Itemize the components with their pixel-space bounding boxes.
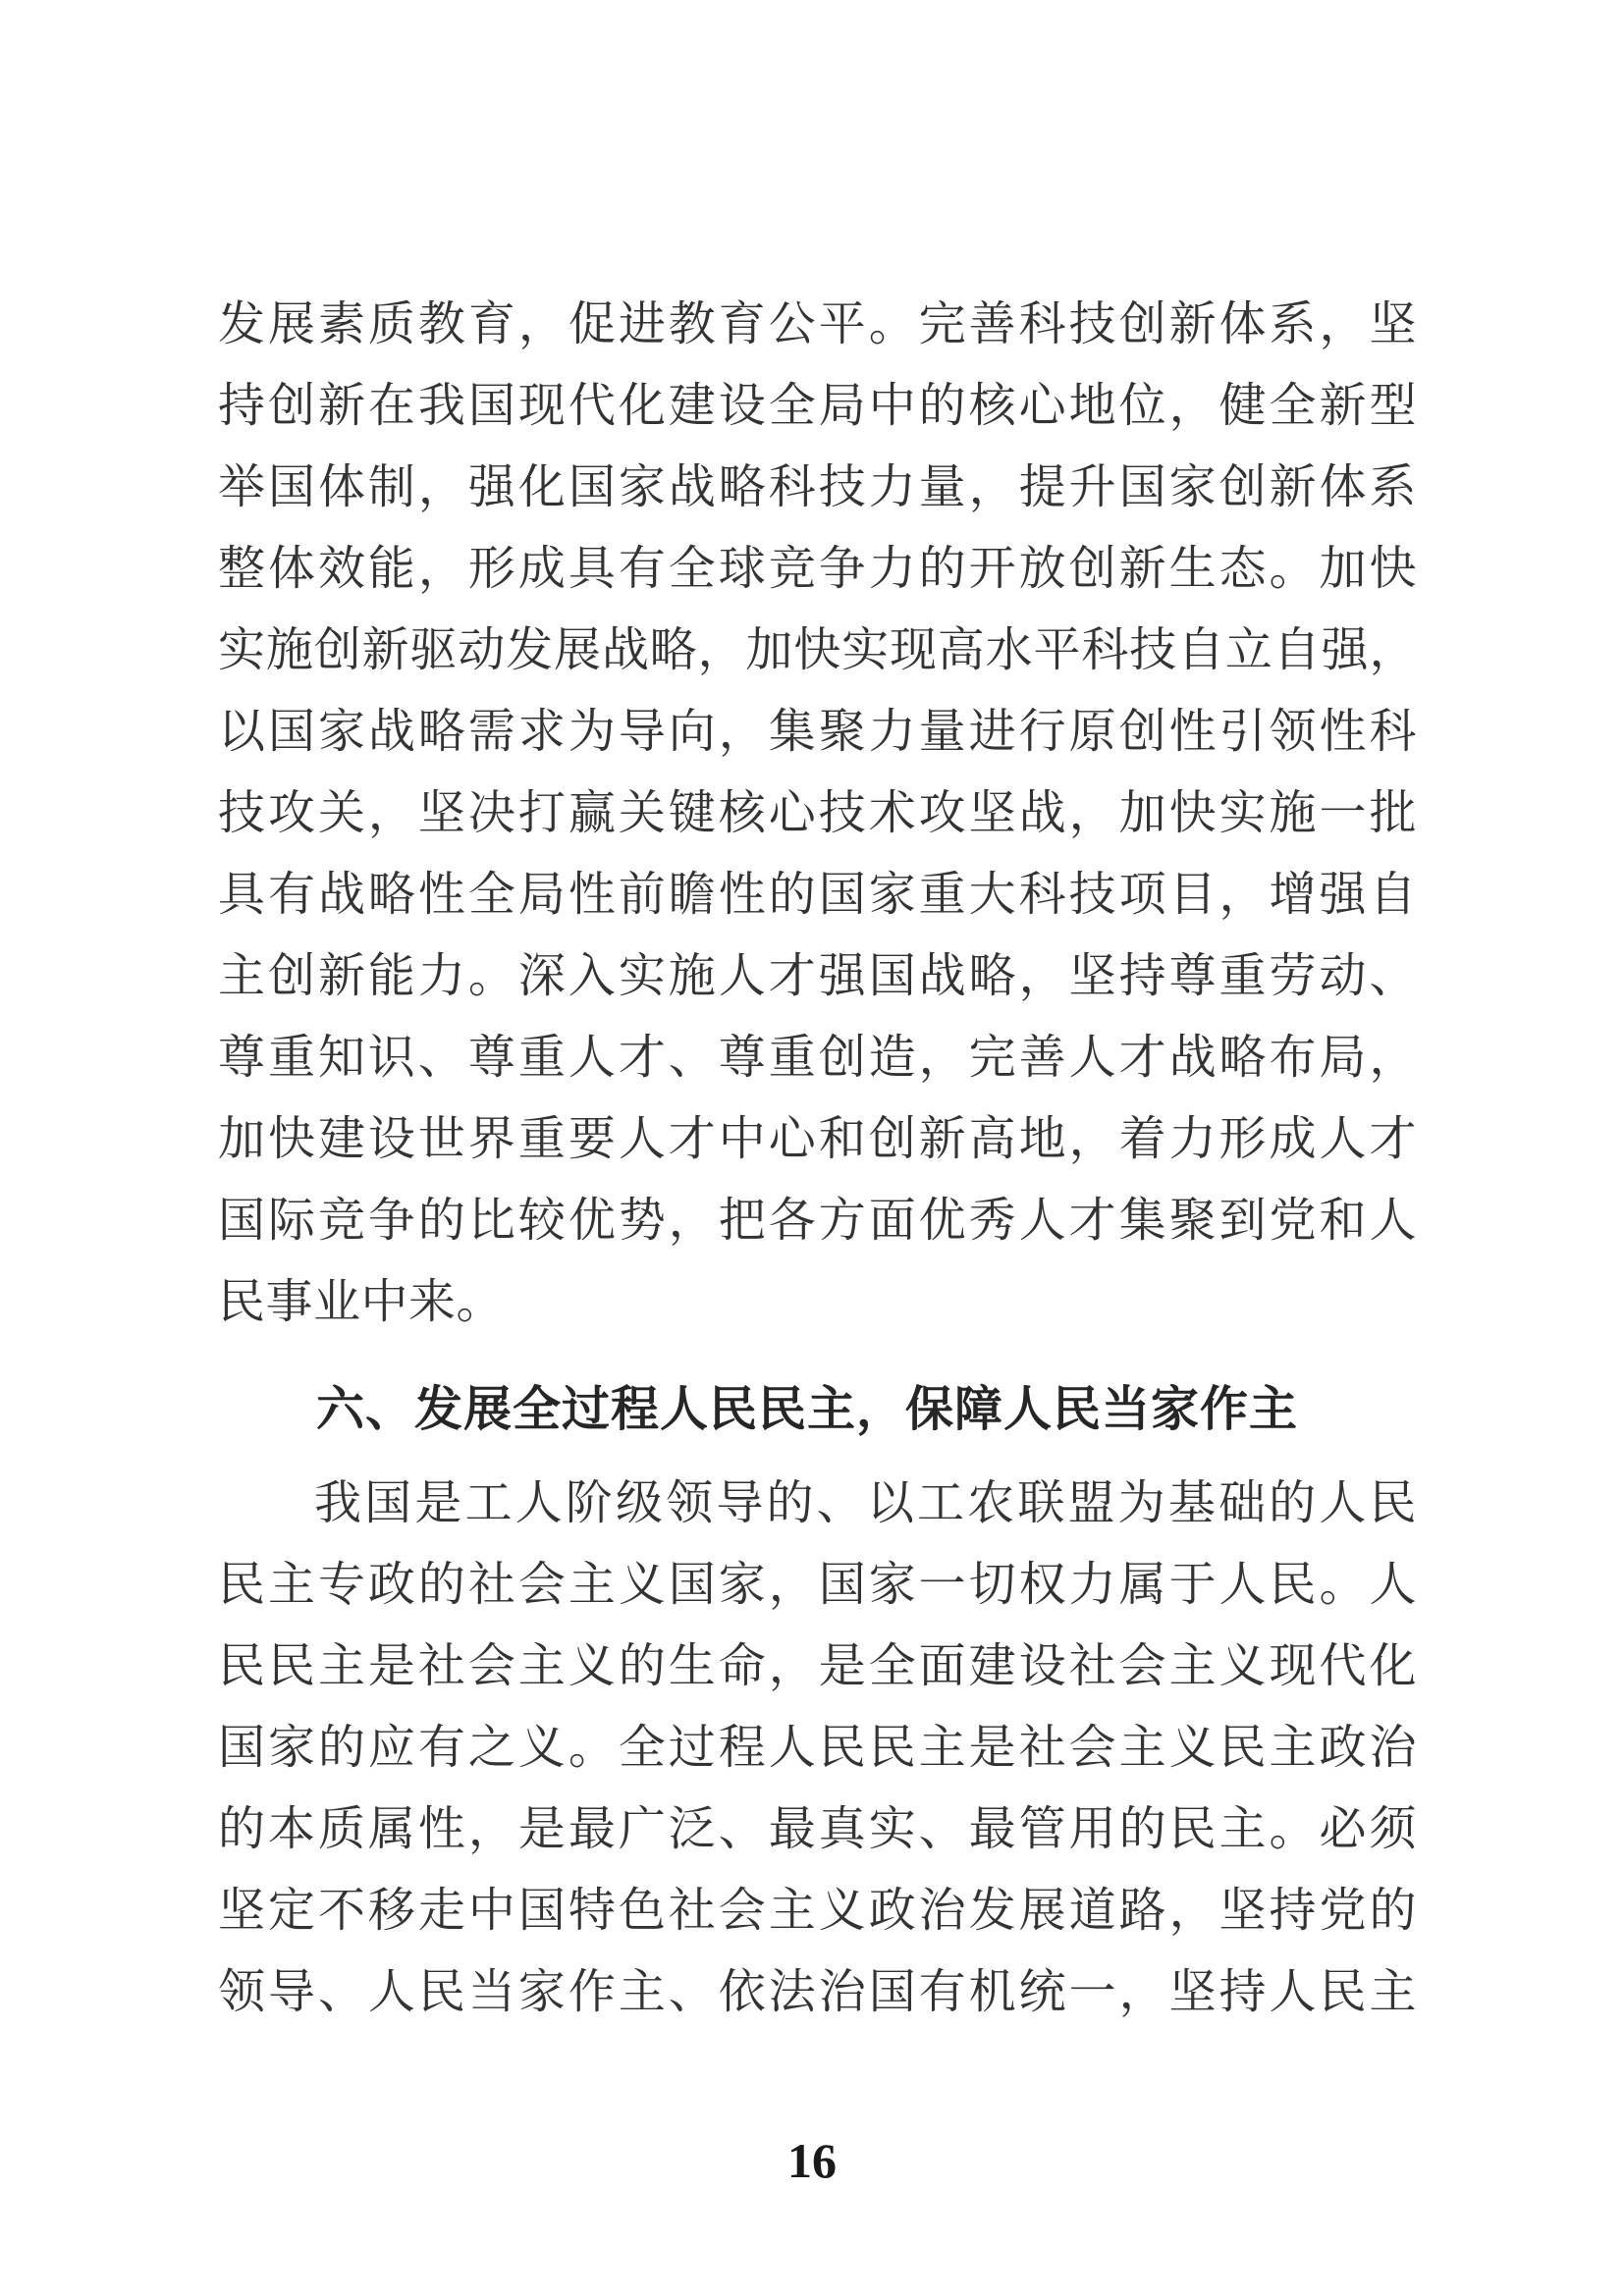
- paragraph1-line: 举国体制，强化国家战略科技力量，提升国家创新体系: [218, 461, 1417, 513]
- paragraph2-line: 坚定不移走中国特色社会主义政治发展道路，坚持党的: [218, 1885, 1417, 1937]
- paragraph2-line: 我国是工人阶级领导的、以工农联盟为基础的人民: [314, 1477, 1417, 1529]
- paragraph1-line: 发展素质教育，促进教育公平。完善科技创新体系，坚: [218, 298, 1417, 350]
- paragraph1-line: 以国家战略需求为导向，集聚力量进行原创性引领性科: [218, 706, 1417, 758]
- paragraph1-line: 持创新在我国现代化建设全局中的核心地位，健全新型: [218, 380, 1417, 432]
- paragraph1-line: 加快建设世界重要人才中心和创新高地，着力形成人才: [218, 1113, 1417, 1165]
- paragraph2-line: 民主专政的社会主义国家，国家一切权力属于人民。人: [218, 1559, 1417, 1611]
- paragraph1-line: 技攻关，坚决打赢关键核心技术攻坚战，加快实施一批: [218, 787, 1417, 839]
- paragraph1-line: 实施创新驱动发展战略，加快实现高水平科技自立自强，: [218, 624, 1417, 676]
- paragraph1-line: 民事业中来。: [218, 1276, 505, 1328]
- paragraph1-line: 主创新能力。深入实施人才强国战略，坚持尊重劳动、: [218, 950, 1417, 1002]
- paragraph1-line: 整体效能，形成具有全球竞争力的开放创新生态。加快: [218, 543, 1417, 595]
- paragraph2-line: 民民主是社会主义的生命，是全面建设社会主义现代化: [218, 1640, 1417, 1692]
- page-number: 16: [787, 2133, 837, 2188]
- paragraph2-line: 领导、人民当家作主、依法治国有机统一，坚持人民主: [218, 1966, 1417, 2018]
- paragraph1-line: 尊重知识、尊重人才、尊重创造，完善人才战略布局，: [218, 1032, 1417, 1084]
- paragraph2-line: 国家的应有之义。全过程人民民主是社会主义民主政治: [218, 1722, 1417, 1774]
- paragraph1-line: 具有战略性全局性前瞻性的国家重大科技项目，增强自: [218, 869, 1417, 921]
- paragraph1-line: 国际竞争的比较优势，把各方面优秀人才集聚到党和人: [218, 1195, 1417, 1247]
- section-heading: 六、发展全过程人民民主，保障人民当家作主: [316, 1383, 1299, 1436]
- paragraph2-line: 的本质属性，是最广泛、最真实、最管用的民主。必须: [218, 1803, 1417, 1855]
- body-text-block: [218, 284, 1417, 2033]
